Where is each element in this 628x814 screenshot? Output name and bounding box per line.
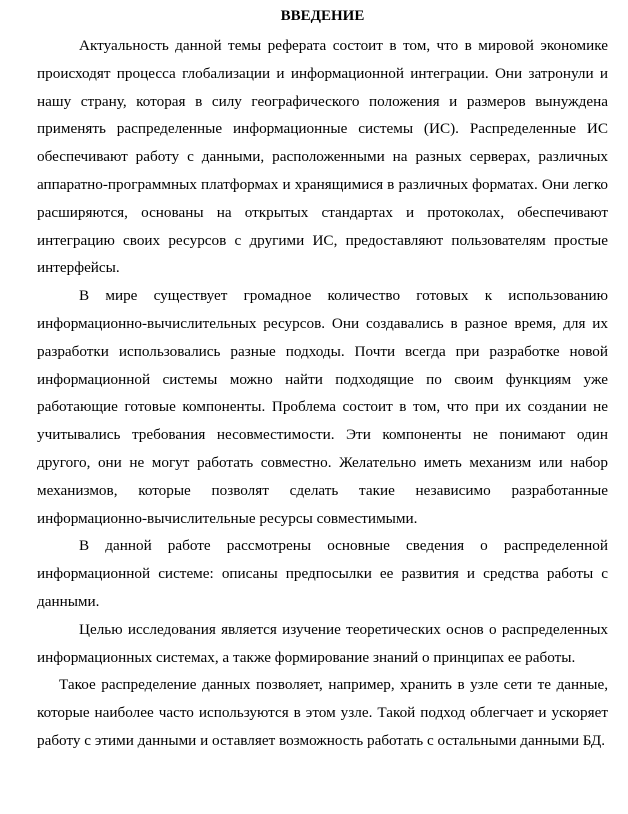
paragraph-goal: Целью исследования является изучение теоретических основ о распределенных информационных системах, а также формирование знаний о принципах ее работы.: [37, 620, 608, 666]
paragraph-scope: В данной работе рассмотрены основные сведения о распределенной информационной системе: описаны предпосылки ее развития и средства работы с данными.: [37, 537, 608, 610]
document-title: ВВЕДЕНИЕ: [280, 8, 365, 24]
paragraph-distribution: Такое распределение данных позволяет, например, хранить в узле сети те данные, которые наиболее часто используются в этом узле. Такой подход облегчает и ускоряет работу с этими данными и оставляет возможность работать с остальными данными БД.: [37, 676, 608, 749]
paragraph-resources: В мире существует громадное количество готовых к использованию информационно-вычислительных ресурсов. Они создавались в разное время, для их разработки использовались разные подходы. Почти всегда при разработке новой информационной системы можно найти подходящие по своим функциям уже работающие готовые компоненты. Проблема состоит в том, что при их создании не учитывались требования несовместимости. Эти компоненты не понимают один другого, они не могут работать совместно. Желательно иметь механизм или набор механизмов, которые позволят сделать такие независимо разработанные информационно-вычислительные ресурсы совместимыми.: [37, 287, 608, 527]
document-page: [37, 6, 608, 755]
paragraph-relevance: Актуальность данной темы реферата состоит в том, что в мировой экономике происходят процесса глобализации и информационной интеграции. Они затронули и нашу страну, которая в силу географического положения и размеров вынуждена применять распределенные информационные системы (ИС). Распределенные ИС обеспечивают работу с данными, расположенными на разных серверах, различных аппаратно-программных платформах и хранящимися в различных форматах. Они легко расширяются, основаны на открытых стандартах и протоколах, обеспечивают интеграцию своих ресурсов с другими ИС, предоставляют пользователям простые интерфейсы.: [37, 37, 608, 277]
